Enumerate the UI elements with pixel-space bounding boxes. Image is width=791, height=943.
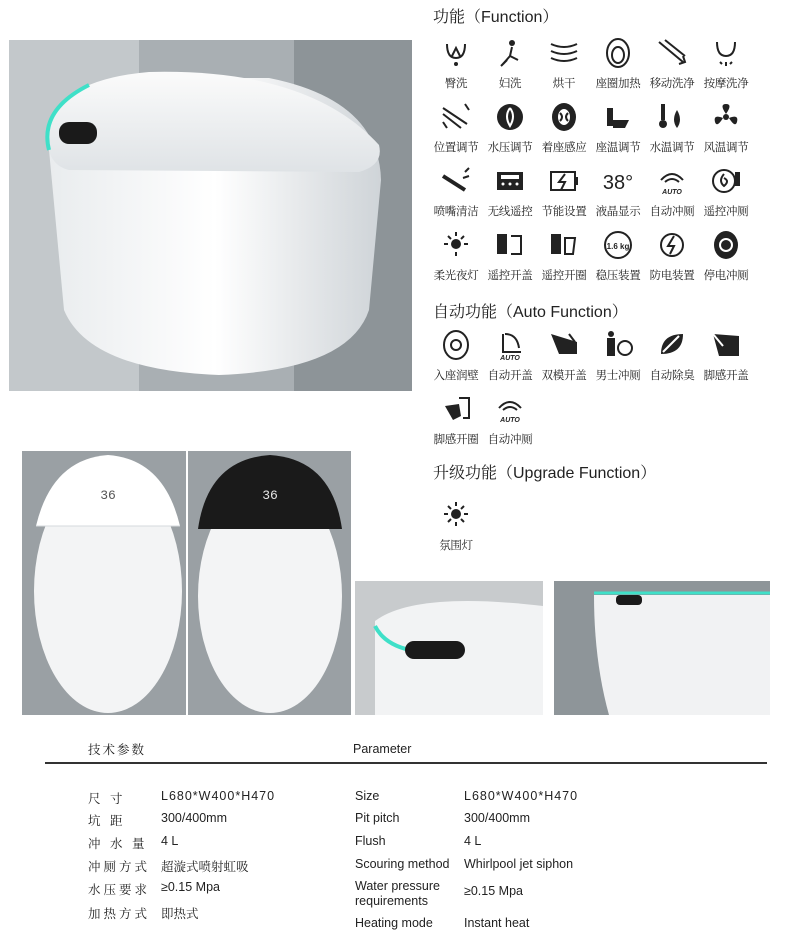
auto-function-label: 男士冲厕 <box>595 370 641 382</box>
spec-cn-label: 冲厕方式 <box>88 860 151 874</box>
function-item <box>537 34 591 98</box>
upgrade-function-item <box>429 496 483 560</box>
seat-temp-icon <box>601 100 635 134</box>
remote-ring-icon <box>547 228 581 262</box>
display-readout-dark: 36 <box>262 488 278 503</box>
function-item <box>591 34 645 98</box>
function-label: 自动冲厕 <box>649 206 695 218</box>
spec-title-en: Parameter <box>353 742 412 756</box>
auto-lid-icon <box>493 328 527 362</box>
function-item <box>429 98 483 162</box>
auto-function-label: 脚感开圈 <box>433 434 479 446</box>
rear-wash-icon <box>439 36 473 70</box>
function-icon-grid <box>429 34 753 290</box>
function-item <box>645 34 699 98</box>
spec-en-label: Scouring method <box>355 857 450 871</box>
function-item <box>483 162 537 226</box>
auto-function-label: 双模开盖 <box>541 370 587 382</box>
seat-wet-icon <box>439 328 473 362</box>
dryer-icon <box>547 36 581 70</box>
function-label: 稳压装置 <box>595 270 641 282</box>
function-label: 无线遥控 <box>487 206 533 218</box>
spec-cn-value: 300/400mm <box>161 811 228 825</box>
function-item <box>591 226 645 290</box>
function-label: 风温调节 <box>703 142 749 154</box>
function-label: 按摩洗净 <box>703 78 749 90</box>
spec-cn-label: 水压要求 <box>88 883 151 897</box>
spec-en-value: Whirlpool jet siphon <box>464 857 574 871</box>
function-label: 移动洗净 <box>649 78 695 90</box>
upgrade-function-label: 氛围灯 <box>439 540 473 552</box>
function-label: 着座感应 <box>541 142 587 154</box>
spec-cn-value: 超漩式喷射虹吸 <box>161 860 249 874</box>
spec-en-value: 300/400mm <box>464 811 531 825</box>
function-item <box>591 162 645 226</box>
function-item <box>483 34 537 98</box>
auto-function-item <box>537 326 591 390</box>
spec-en-label: Flush <box>355 834 386 848</box>
function-item <box>699 34 753 98</box>
function-label: 柔光夜灯 <box>433 270 479 282</box>
auto-function-label: 自动除臭 <box>649 370 695 382</box>
function-label: 遥控开圈 <box>541 270 587 282</box>
dual-mode-lid-icon <box>547 328 581 362</box>
water-pressure-icon <box>493 100 527 134</box>
top-view-black-photo <box>188 451 351 715</box>
auto-flush-icon <box>493 392 527 426</box>
function-item <box>429 162 483 226</box>
upgrade-function-icon-grid <box>429 496 753 560</box>
function-item <box>699 98 753 162</box>
spec-cn-value: ≥0.15 Mpa <box>161 880 220 894</box>
spec-cn-label: 加热方式 <box>88 907 151 921</box>
function-item <box>645 162 699 226</box>
anti-shock-icon <box>655 228 689 262</box>
auto-function-item <box>483 326 537 390</box>
function-section-title: 功能（Function） <box>433 9 559 26</box>
display-readout: 36 <box>100 488 116 503</box>
function-label: 位置调节 <box>433 142 479 154</box>
seat-sensor-icon <box>547 100 581 134</box>
detail-front-photo <box>355 581 543 715</box>
spec-cn-value: 4 L <box>161 834 179 848</box>
auto-function-label: 入座润壁 <box>433 370 479 382</box>
spec-title-cn: 技术参数 <box>88 743 147 757</box>
auto-function-label: 自动冲厕 <box>487 434 533 446</box>
spec-en-value: ≥0.15 Mpa <box>464 884 523 898</box>
remote-icon <box>493 164 527 198</box>
auto-function-label: 自动开盖 <box>487 370 533 382</box>
moving-wash-icon <box>655 36 689 70</box>
function-label: 水温调节 <box>649 142 695 154</box>
auto-function-item <box>645 326 699 390</box>
spec-cn-label: 冲 水 量 <box>88 837 148 851</box>
remote-flush-icon <box>709 164 743 198</box>
spec-en-label: Size <box>355 789 380 803</box>
function-label: 防电装置 <box>649 270 695 282</box>
function-label: 遥控冲厕 <box>703 206 749 218</box>
ambient-light-icon <box>439 498 473 532</box>
function-item <box>645 226 699 290</box>
upgrade-function-section-title: 升级功能（Upgrade Function） <box>433 465 657 482</box>
function-label: 烘干 <box>552 78 576 90</box>
function-label: 停电冲厕 <box>703 270 749 282</box>
function-label: 座圈加热 <box>595 78 641 90</box>
auto-function-item <box>483 390 537 454</box>
svg-text:38°: 38° <box>602 172 634 194</box>
spec-en-label: Heating mode <box>355 916 433 930</box>
spec-cn-value: L680*W400*H470 <box>161 789 276 803</box>
water-temp-icon <box>655 100 689 134</box>
auto-function-item <box>591 326 645 390</box>
detail-side-photo <box>554 581 770 715</box>
svg-text:1.6 kg: 1.6 kg <box>606 242 630 251</box>
spec-en-value: 4 L <box>464 834 482 848</box>
air-temp-icon <box>709 100 743 134</box>
function-label: 喷嘴清洁 <box>433 206 479 218</box>
men-flush-icon <box>601 328 635 362</box>
function-item <box>483 226 537 290</box>
function-label: 节能设置 <box>541 206 587 218</box>
function-item <box>699 162 753 226</box>
spec-en-label: Pit pitch <box>355 811 400 825</box>
auto-function-label: 脚感开盖 <box>703 370 749 382</box>
svg-text:AUTO: AUTO <box>500 355 520 362</box>
massage-wash-icon <box>709 36 743 70</box>
feminine-wash-icon <box>493 36 527 70</box>
auto-flush-icon <box>655 164 689 198</box>
night-light-icon <box>439 228 473 262</box>
top-view-white-photo <box>22 451 186 715</box>
svg-text:AUTO: AUTO <box>500 417 520 424</box>
function-item <box>537 98 591 162</box>
svg-text:AUTO: AUTO <box>662 189 682 196</box>
pressure-stabilizer-icon <box>601 228 635 262</box>
deodorize-icon <box>655 328 689 362</box>
auto-function-item <box>429 326 483 390</box>
function-label: 座温调节 <box>595 142 641 154</box>
spec-en-value: L680*W400*H470 <box>464 789 579 803</box>
spec-cn-label: 尺 寸 <box>88 792 126 806</box>
foot-ring-icon <box>439 392 473 426</box>
power-off-flush-icon <box>709 228 743 262</box>
nozzle-clean-icon <box>439 164 473 198</box>
function-item <box>429 34 483 98</box>
seat-heating-icon <box>601 36 635 70</box>
function-label: 水压调节 <box>487 142 533 154</box>
energy-save-icon <box>547 164 581 198</box>
function-item <box>591 98 645 162</box>
function-label: 液晶显示 <box>595 206 641 218</box>
function-item <box>537 226 591 290</box>
function-label: 遥控开盖 <box>487 270 533 282</box>
function-label: 臀洗 <box>444 78 468 90</box>
position-adjust-icon <box>439 100 473 134</box>
foot-lid-icon <box>709 328 743 362</box>
main-product-photo <box>9 40 412 391</box>
spec-divider <box>45 762 767 764</box>
spec-en-label: Water pressure requirements <box>355 879 440 908</box>
function-item <box>699 226 753 290</box>
auto-function-icon-grid <box>429 326 753 454</box>
function-item <box>429 226 483 290</box>
function-item <box>645 98 699 162</box>
remote-lid-icon <box>493 228 527 262</box>
auto-function-item <box>699 326 753 390</box>
function-item <box>483 98 537 162</box>
spec-cn-value: 即热式 <box>161 907 199 921</box>
spec-en-value: Instant heat <box>464 916 530 930</box>
lcd-display-icon <box>601 164 635 198</box>
spec-cn-label: 坑 距 <box>88 814 126 828</box>
auto-function-section-title: 自动功能（Auto Function） <box>433 304 628 321</box>
auto-function-item <box>429 390 483 454</box>
function-item <box>537 162 591 226</box>
function-label: 妇洗 <box>498 78 522 90</box>
